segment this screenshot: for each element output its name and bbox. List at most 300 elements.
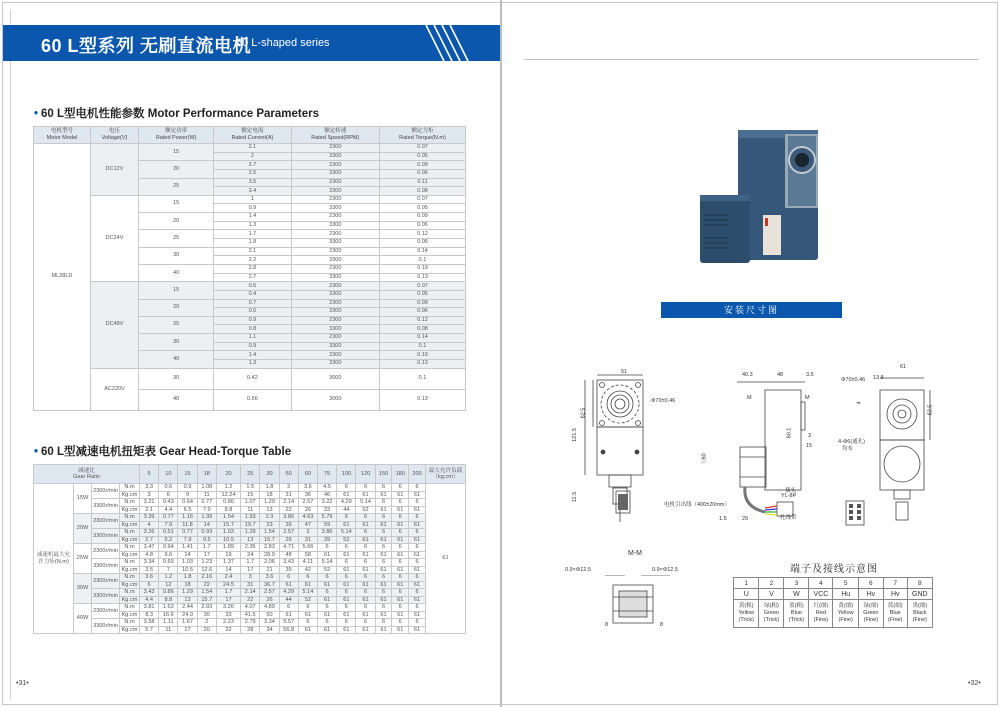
value-cell: 33 [216, 611, 240, 619]
dim-label: Φ70±0.46 [651, 398, 676, 404]
dim-label: 11.5 [572, 491, 579, 503]
value-cell: 0.4 [214, 290, 291, 299]
header-cn: 额定功率 [165, 128, 188, 134]
value-cell: 61 [356, 491, 375, 499]
voltage-cell: AC220V [90, 368, 138, 410]
value-cell: 46 [318, 491, 337, 499]
value-cell: 61 [409, 551, 426, 559]
value-cell: 2300 [291, 161, 379, 170]
value-cell: 0.43 [159, 499, 178, 507]
value-cell: 3.34 [260, 619, 279, 627]
ratio-header: 150 [375, 465, 392, 484]
value-cell: 4.07 [241, 604, 260, 612]
unit-cell: N.m [120, 514, 140, 522]
value-cell: 3000 [291, 368, 379, 389]
table-row [34, 559, 466, 567]
value-cell: 2.1 [214, 144, 291, 153]
value-cell: 0.05 [379, 152, 465, 161]
value-cell: 2300 [291, 282, 379, 291]
value-cell: 28 [241, 626, 260, 634]
cable-tie-label: 扎线带 [780, 515, 797, 521]
value-cell: 4.29 [279, 589, 298, 597]
value-cell: 17 [178, 626, 197, 634]
table-row [34, 195, 466, 204]
value-cell: 2300 [291, 230, 379, 239]
value-cell: 0.9 [214, 342, 291, 351]
value-cell: 2300 [291, 264, 379, 273]
value-cell: 1.8 [214, 239, 291, 248]
pin-signal: Hu [833, 589, 858, 600]
value-cell: 6 [375, 559, 392, 567]
value-cell: 6 [375, 619, 392, 627]
value-cell: 61 [375, 551, 392, 559]
value-cell: 3000 [291, 389, 379, 410]
header-en: Voltage(V) [101, 135, 128, 141]
ratio-header: 5 [140, 465, 159, 484]
ratio-header: 120 [356, 465, 375, 484]
value-cell: 61 [409, 611, 426, 619]
value-cell: 61 [409, 491, 426, 499]
value-cell: 1.39 [197, 514, 216, 522]
value-cell: 61 [356, 536, 375, 544]
value-cell: 16.6 [159, 611, 178, 619]
value-cell: 5.14 [318, 559, 337, 567]
value-cell: 0.11 [379, 178, 465, 187]
value-cell: 6 [375, 529, 392, 537]
value-cell: 3.43 [279, 559, 298, 567]
value-cell: 4.4 [140, 596, 159, 604]
speed-cell: 3300r/min [92, 559, 120, 574]
value-cell: 18 [178, 581, 197, 589]
value-cell: 21 [260, 566, 279, 574]
dim-label: Φ70±0.46 [841, 377, 866, 383]
value-cell: 61 [337, 626, 356, 634]
value-cell: 0.14 [379, 247, 465, 256]
value-cell: 19 [216, 551, 240, 559]
value-cell: 6 [409, 499, 426, 507]
voltage-cell: DC12V [90, 144, 138, 196]
value-cell: 5.2 [159, 536, 178, 544]
value-cell: 1.67 [178, 619, 197, 627]
value-cell: 2300 [291, 299, 379, 308]
value-cell: 61 [392, 521, 409, 529]
unit-cell: Kg.cm [120, 491, 140, 499]
value-cell: 36.7 [260, 581, 279, 589]
value-cell: 61 [392, 581, 409, 589]
column-header [379, 127, 465, 144]
value-cell: 10.5 [178, 566, 197, 574]
speed-cell: 2300r/min [92, 544, 120, 559]
value-cell: 1.2 [159, 574, 178, 582]
value-cell: 3 [140, 491, 159, 499]
value-cell: 2.23 [216, 619, 240, 627]
value-cell: 0.13 [379, 389, 465, 410]
table-row [34, 514, 466, 522]
page-spine [500, 0, 502, 707]
ratio-header: 200 [409, 465, 426, 484]
value-cell: 0.08 [379, 187, 465, 196]
section-marker: M [747, 395, 752, 401]
top-rule [524, 59, 979, 60]
value-cell: 3.86 [318, 529, 337, 537]
ratio-header: 60 [298, 465, 317, 484]
value-cell: 61 [298, 626, 317, 634]
value-cell: 19.7 [241, 521, 260, 529]
value-cell: 0.51 [159, 529, 178, 537]
value-cell: 6 [318, 589, 337, 597]
table-row [34, 499, 466, 507]
pin-signal: W [784, 589, 809, 600]
value-cell: 61 [409, 536, 426, 544]
value-cell: 6 [356, 484, 375, 492]
value-cell: 6 [337, 544, 356, 552]
power-cell: 25 [139, 316, 214, 333]
power-cell: 15 [139, 282, 214, 299]
value-cell: 3300 [291, 342, 379, 351]
dim-label: 3.5 [806, 372, 814, 378]
value-cell: 6 [375, 514, 392, 522]
speed-cell: 3300r/min [92, 499, 120, 514]
value-cell: 0.13 [379, 360, 465, 369]
value-cell: 4.71 [279, 544, 298, 552]
value-cell: 61 [392, 536, 409, 544]
value-cell: 0.05 [379, 204, 465, 213]
connector-left-drawing [608, 488, 638, 518]
page-number-right: •32• [968, 680, 981, 687]
dim-label: 40.3 [742, 372, 753, 378]
value-cell: 6 [318, 574, 337, 582]
value-cell: 2.36 [241, 544, 260, 552]
value-cell: 2.44 [178, 604, 197, 612]
gear-ratio-header: 减速比 Gear Ratio [34, 465, 140, 484]
value-cell: 6 [356, 529, 375, 537]
power-cell: 30 [139, 368, 214, 389]
value-cell: 61 [392, 551, 409, 559]
value-cell: 6 [375, 604, 392, 612]
value-cell: 1.2 [216, 484, 240, 492]
value-cell: 2 [197, 619, 216, 627]
value-cell: 1.54 [216, 514, 240, 522]
value-cell: 36 [298, 491, 317, 499]
value-cell: 3.39 [140, 514, 159, 522]
section-marker: M [805, 395, 810, 401]
value-cell: 6 [356, 589, 375, 597]
power-cell: 25 [139, 178, 214, 195]
value-cell: 0.12 [379, 316, 465, 325]
value-cell: 24.9 [178, 611, 197, 619]
value-cell: 0.77 [178, 529, 197, 537]
value-cell: 1.03 [216, 529, 240, 537]
value-cell: 12.24 [216, 491, 240, 499]
value-cell: 1.4 [214, 351, 291, 360]
value-cell: 30 [197, 611, 216, 619]
power-cell: 40 [139, 389, 214, 410]
value-cell: 4.5 [318, 484, 337, 492]
value-cell: 2 [214, 152, 291, 161]
value-cell: 8.8 [216, 506, 240, 514]
value-cell: 23 [260, 521, 279, 529]
value-cell: 1.37 [216, 559, 240, 567]
section-mm-drawing [605, 575, 675, 635]
value-cell: 3300 [291, 273, 379, 282]
holes-label: 均布 [842, 446, 854, 452]
value-cell: 61 [375, 521, 392, 529]
ratio-header: 50 [279, 465, 298, 484]
dim-label: 51 [621, 369, 628, 375]
value-cell: 0.77 [159, 514, 178, 522]
value-cell: 6 [298, 604, 317, 612]
pin-signal: Hv [883, 589, 907, 600]
unit-cell: N.m [120, 499, 140, 507]
value-cell: 61 [356, 611, 375, 619]
value-cell: 15.7 [216, 521, 240, 529]
value-cell: 17 [216, 596, 240, 604]
value-cell: 61 [318, 611, 337, 619]
value-cell: 2300 [291, 195, 379, 204]
value-cell: 1.3 [214, 360, 291, 369]
value-cell: 2.57 [260, 589, 279, 597]
unit-cell: N.m [120, 619, 140, 627]
pin-number: 4 [809, 578, 833, 589]
value-cell: 9.6 [159, 551, 178, 559]
value-cell: 39 [318, 536, 337, 544]
value-cell: 4 [140, 521, 159, 529]
unit-cell: N.m [120, 544, 140, 552]
table-row [34, 282, 466, 291]
value-cell: 6.5 [178, 506, 197, 514]
value-cell: 61 [318, 596, 337, 604]
ratio-header: 75 [318, 465, 337, 484]
motor-product-image [688, 120, 828, 270]
keyway-label: 0.9×Φ12.5 [652, 567, 678, 573]
speed-cell: 2300r/min [92, 574, 120, 589]
value-cell: 13 [260, 506, 279, 514]
value-cell: 10.5 [216, 536, 240, 544]
power-cell: 25W [74, 544, 92, 574]
value-cell: 61 [409, 566, 426, 574]
power-cell: 15W [74, 484, 92, 514]
value-cell: 6 [409, 559, 426, 567]
value-cell: 0.8 [214, 325, 291, 334]
pin-color: 黄(粗) Yellow (Trick) [734, 600, 759, 628]
value-cell: 58 [298, 551, 317, 559]
plug-label: 插头 [785, 488, 797, 494]
value-cell: 0.77 [197, 499, 216, 507]
value-cell: 24 [241, 551, 260, 559]
value-cell: 2300 [291, 213, 379, 222]
value-cell: 1.63 [159, 604, 178, 612]
unit-cell: N.m [120, 589, 140, 597]
value-cell: 3.5 [140, 566, 159, 574]
value-cell: 31 [241, 581, 260, 589]
value-cell: 1.7 [197, 544, 216, 552]
speed-cell: 2300r/min [92, 604, 120, 619]
value-cell: 61 [337, 596, 356, 604]
unit-cell: Kg.cm [120, 566, 140, 574]
motor-performance-table [33, 126, 466, 411]
value-cell: 0.06 [379, 169, 465, 178]
value-cell: 15.7 [260, 536, 279, 544]
value-cell: 5.57 [279, 619, 298, 627]
power-cell: 30 [139, 334, 214, 351]
value-cell: 0.09 [379, 299, 465, 308]
value-cell: 6 [356, 604, 375, 612]
header-en: Rated Torque(N.m) [399, 135, 446, 141]
unit-cell: Kg.cm [120, 506, 140, 514]
unit-cell: Kg.cm [120, 581, 140, 589]
value-cell: 44 [279, 596, 298, 604]
value-cell: 61 [409, 581, 426, 589]
power-cell: 30 [139, 247, 214, 264]
value-cell: 1.93 [241, 514, 260, 522]
value-cell: 61 [375, 491, 392, 499]
value-cell: 3.43 [140, 589, 159, 597]
value-cell: 2.79 [241, 619, 260, 627]
value-cell: 1.29 [178, 589, 197, 597]
value-cell: 14 [197, 521, 216, 529]
pin-number: 8 [907, 578, 932, 589]
value-cell: 6 [375, 589, 392, 597]
value-cell: 28.9 [260, 551, 279, 559]
speed-cell: 2300r/min [92, 484, 120, 499]
value-cell: 6 [409, 574, 426, 582]
value-cell: 13 [178, 596, 197, 604]
table-row [34, 484, 466, 492]
value-cell: 2.4 [216, 574, 240, 582]
value-cell: 61 [298, 581, 317, 589]
value-cell: 61 [337, 566, 356, 574]
power-cell: 40W [74, 604, 92, 634]
value-cell: 61 [356, 626, 375, 634]
value-cell: 1.54 [197, 589, 216, 597]
value-cell: 3.6 [140, 574, 159, 582]
max-load-cell: 61 [426, 484, 466, 634]
value-cell: 2.3 [260, 514, 279, 522]
value-cell: 11 [197, 491, 216, 499]
header-en: Rated Speed(RPM) [311, 135, 360, 141]
value-cell: 3.22 [318, 499, 337, 507]
power-cell: 20 [139, 299, 214, 316]
value-cell: 0.07 [379, 144, 465, 153]
value-cell: 0.1 [379, 342, 465, 351]
value-cell: 6 [392, 589, 409, 597]
value-cell: 61 [392, 596, 409, 604]
value-cell: 61 [356, 596, 375, 604]
value-cell: 2300 [291, 247, 379, 256]
value-cell: 61 [409, 626, 426, 634]
value-cell: 61 [392, 491, 409, 499]
value-cell: 0.9 [214, 316, 291, 325]
value-cell: 9.5 [197, 536, 216, 544]
pin-signal: Hv [858, 589, 883, 600]
value-cell: 6 [392, 499, 409, 507]
value-cell: 6 [392, 574, 409, 582]
header-en: Motor Model [46, 135, 78, 141]
page-subtitle: 60 L-shaped series [236, 37, 330, 49]
value-cell: 0.69 [159, 559, 178, 567]
table-row [34, 144, 466, 153]
value-cell: 6 [318, 544, 337, 552]
value-cell: 1.54 [260, 529, 279, 537]
value-cell: 61 [375, 581, 392, 589]
value-cell: 0.9 [214, 204, 291, 213]
value-cell: 5.14 [356, 499, 375, 507]
value-cell: 6 [337, 604, 356, 612]
value-cell: 5.14 [337, 529, 356, 537]
value-cell: 7.9 [197, 506, 216, 514]
value-cell: 6 [375, 574, 392, 582]
value-cell: 22 [216, 626, 240, 634]
value-cell: 0.1 [379, 368, 465, 389]
unit-cell: Kg.cm [120, 611, 140, 619]
pin-signal: V [759, 589, 784, 600]
value-cell: 1.1 [214, 334, 291, 343]
motor-section-title: • 60 L型电机性能参数 Motor Performance Parameters [34, 108, 320, 120]
cable-label: 电机引出线（400±20mm） [664, 502, 730, 508]
power-cell: 25 [139, 230, 214, 247]
value-cell: 61 [392, 506, 409, 514]
value-cell: 26 [279, 536, 298, 544]
pin-color: 黑(细) Black (Fine) [907, 600, 932, 628]
dim-label: 1.5 [719, 516, 727, 522]
value-cell: 2300 [291, 316, 379, 325]
connector-right-drawing [842, 498, 868, 530]
rear-view-drawing [870, 372, 950, 532]
value-cell: 6 [409, 619, 426, 627]
value-cell: 39 [279, 521, 298, 529]
pin-signal: VCC [809, 589, 833, 600]
value-cell: 0.06 [379, 221, 465, 230]
value-cell: 15 [241, 491, 260, 499]
pin-color: 黄(细) Yellow (Fine) [833, 600, 858, 628]
header-banner [3, 25, 500, 61]
value-cell: 6 [337, 484, 356, 492]
value-cell: 0.56 [214, 389, 291, 410]
value-cell: 61 [409, 506, 426, 514]
value-cell: 13 [241, 536, 260, 544]
value-cell: 1.23 [197, 559, 216, 567]
ratio-header: 180 [392, 465, 409, 484]
gear-torque-table [33, 464, 466, 634]
value-cell: 1.89 [216, 544, 240, 552]
value-cell: 12.6 [197, 566, 216, 574]
pin-signal: GND [907, 589, 932, 600]
value-cell: 2.2 [214, 256, 291, 265]
dim-label: 4 [856, 401, 863, 405]
value-cell: 6 [392, 559, 409, 567]
value-cell: 61 [318, 626, 337, 634]
value-cell: 0.86 [216, 499, 240, 507]
dim-label: 60.1 [786, 427, 793, 439]
value-cell: 61 [337, 491, 356, 499]
value-cell: 6 [409, 514, 426, 522]
value-cell: 0.9 [178, 484, 197, 492]
value-cell: 61 [337, 521, 356, 529]
value-cell: 1.16 [178, 514, 197, 522]
table-row [34, 574, 466, 582]
value-cell: 61 [409, 596, 426, 604]
value-cell: 11.8 [178, 521, 197, 529]
max-load-header: 最大允许负载（kg.cm） [426, 465, 466, 484]
table-row [34, 544, 466, 552]
value-cell: 1 [214, 195, 291, 204]
value-cell: 5.79 [318, 514, 337, 522]
value-cell: 3.26 [216, 604, 240, 612]
value-cell: 6 [337, 514, 356, 522]
dim-label: 62.5 [580, 407, 587, 419]
value-cell: 0.08 [379, 239, 465, 248]
value-cell: 6 [337, 574, 356, 582]
